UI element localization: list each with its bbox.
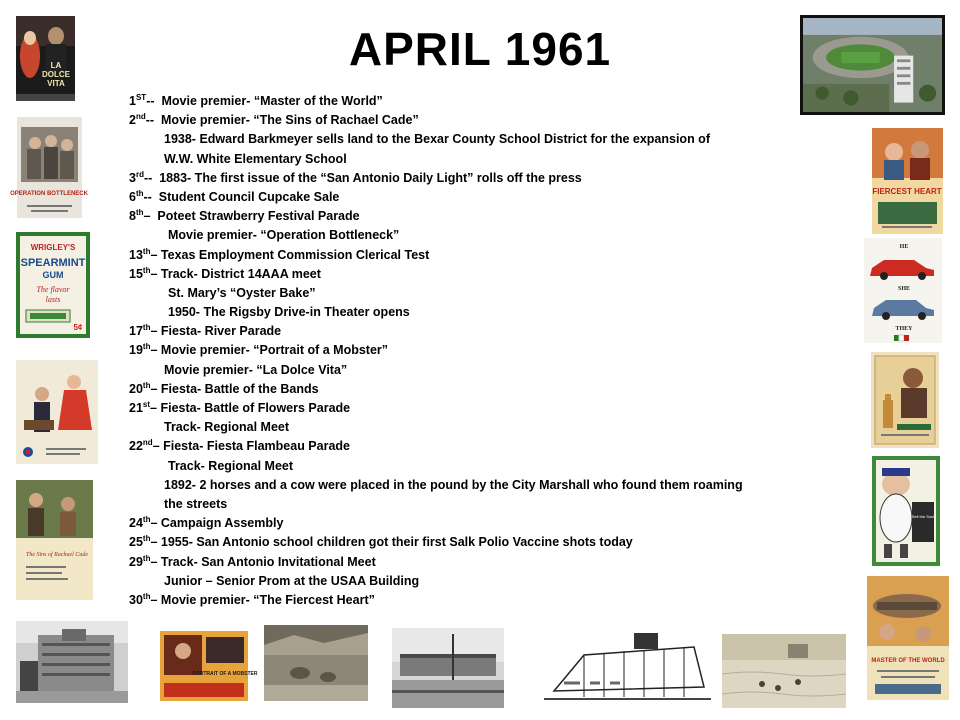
event-separator: – [152, 439, 164, 454]
bottle-ad [871, 352, 939, 448]
event-day-suffix: th [142, 265, 151, 275]
event-separator: -- [145, 113, 162, 128]
event-separator: – [150, 592, 161, 607]
dolce-vita-poster [16, 16, 75, 101]
event-text: St. Mary’s “Oyster Bake” [168, 285, 316, 300]
cartoon-sign: Sell the Soul [911, 514, 935, 519]
event-day-suffix: st [142, 399, 151, 409]
event-separator: – [143, 209, 158, 224]
car-they: THEY [895, 326, 913, 332]
mobster-title: PORTRAIT OF A MOBSTER [192, 671, 258, 677]
event-separator: – [150, 554, 161, 569]
event-day: 6 [129, 189, 136, 204]
event-day-suffix: nd [135, 112, 146, 122]
event-day: 30 [129, 592, 143, 607]
event-line [129, 437, 809, 456]
event-day: 19 [129, 343, 143, 358]
event-line [129, 246, 809, 265]
event-text: Track- District 14AAA meet [160, 266, 321, 281]
event-text: Poteet Strawberry Festival Parade [157, 209, 360, 224]
event-separator: – [150, 535, 161, 550]
event-separator: -- [146, 94, 162, 108]
event-line [129, 361, 809, 380]
event-list [129, 92, 809, 610]
event-text: Track- Regional Meet [164, 420, 290, 435]
event-day-suffix: rd [135, 169, 144, 179]
event-separator: -- [143, 189, 159, 204]
rachael-title: The Sins of Rachael Cade [26, 552, 88, 558]
event-line [129, 418, 809, 437]
event-text: 1950- The Rigsby Drive-in Theater opens [168, 305, 410, 320]
event-text: 1938- Edward Barkmeyer sells land to the Bexar County School District for the expansion of [164, 132, 710, 147]
event-line [129, 380, 809, 399]
usaa-building-photo [16, 621, 128, 703]
event-text: Fiesta- Battle of Flowers Parade [160, 401, 351, 415]
event-text: Fiesta- Battle of the Bands [160, 381, 319, 396]
event-day-suffix: nd [142, 438, 153, 448]
event-text: Movie premier- “Portrait of a Mobster” [160, 343, 389, 358]
event-text: Track- Regional Meet [168, 458, 294, 473]
event-text: Track- San Antonio Invitational Meet [160, 554, 376, 569]
event-separator: – [150, 343, 161, 358]
event-line [129, 265, 809, 284]
fiercest-title: FIERCEST HEART [872, 187, 942, 196]
event-text: Fiesta- River Parade [160, 324, 282, 339]
pepsi-ad [16, 360, 98, 464]
rachael-cade-poster [16, 480, 93, 600]
event-line [129, 207, 809, 226]
event-line [129, 341, 809, 360]
stadium-photo [800, 15, 945, 115]
event-day-suffix: th [142, 380, 151, 390]
event-day: 8 [129, 209, 136, 224]
fiercest-heart-poster [872, 128, 943, 234]
event-separator: – [150, 247, 161, 262]
event-line [129, 495, 809, 514]
event-line [129, 150, 809, 169]
flavor-line-2: lasts [45, 295, 61, 304]
event-text: 1892- 2 horses and a cow were placed in the pound by the City Marshall who found them roaming [164, 477, 743, 492]
cartoon-illustration [872, 456, 940, 566]
dolce-line-2: DOLCE [42, 70, 70, 79]
dolce-line-3: VITA [47, 79, 65, 88]
event-separator: – [150, 266, 161, 281]
event-line [129, 92, 809, 111]
event-text: Campaign Assembly [160, 516, 284, 531]
store-sketch [544, 627, 711, 707]
event-line [129, 476, 809, 495]
event-separator: – [150, 381, 161, 396]
zoo-photo [264, 625, 368, 701]
event-day: 21 [129, 401, 143, 415]
event-day: 1 [129, 94, 136, 108]
event-text: Texas Employment Commission Clerical Test [160, 247, 430, 262]
event-day-suffix: th [135, 188, 144, 198]
event-day: 24 [129, 516, 143, 531]
event-line [129, 303, 809, 322]
event-line [129, 169, 809, 188]
event-line [129, 533, 809, 552]
event-day: 17 [129, 324, 143, 339]
bottleneck-title: OPERATION BOTTLENECK [10, 191, 88, 197]
portrait-of-a-mobster-poster [160, 631, 258, 701]
event-day-suffix: th [142, 534, 151, 544]
master-title: MASTER OF THE WORLD [871, 658, 945, 664]
event-line [129, 188, 809, 207]
event-text: Movie premier- “La Dolce Vita” [164, 362, 348, 377]
event-separator: – [150, 324, 161, 339]
event-day: 13 [129, 247, 143, 262]
event-day-suffix: th [142, 591, 151, 601]
event-separator: -- [143, 170, 160, 185]
event-text: Movie premier- “Operation Bottleneck” [168, 228, 400, 243]
flavor-line-1: The flavor [36, 285, 70, 294]
event-day-suffix: th [135, 207, 144, 217]
car-he: HE [899, 244, 909, 250]
event-day-suffix: th [142, 323, 151, 333]
event-line [129, 572, 809, 591]
event-line [129, 399, 809, 418]
event-line [129, 457, 809, 476]
event-text: Movie premier- “The Fiercest Heart” [160, 592, 375, 607]
event-day-suffix: ST [135, 92, 147, 102]
flood-photo [722, 634, 846, 708]
event-day: 20 [129, 381, 143, 396]
event-separator: – [150, 516, 161, 531]
car-ad [864, 238, 942, 343]
event-day: 29 [129, 554, 143, 569]
event-day: 25 [129, 535, 143, 550]
event-line [129, 130, 809, 149]
operation-bottleneck-poster [10, 117, 88, 218]
event-line [129, 514, 809, 533]
page-title: APRIL 1961 [348, 23, 612, 75]
price-text: 5¢ [73, 323, 83, 332]
car-she: SHE [897, 286, 911, 292]
master-of-the-world-poster [867, 576, 949, 700]
spearmint-word: SPEARMINT [20, 257, 86, 269]
event-line [129, 226, 809, 245]
dolce-line-1: LA [50, 61, 62, 70]
event-line [129, 284, 809, 303]
event-day-suffix: th [142, 246, 151, 256]
event-day: 22 [129, 439, 143, 454]
event-separator: – [150, 401, 161, 415]
event-day-suffix: th [142, 342, 151, 352]
event-day: 2 [129, 113, 136, 128]
event-line [129, 111, 809, 130]
event-text: Junior – Senior Prom at the USAA Building [164, 573, 420, 588]
event-text: Fiesta- Fiesta Flambeau Parade [163, 439, 351, 454]
drive-in-theater-photo [392, 628, 504, 708]
event-text: Movie premier- “The Sins of Rachael Cade” [161, 113, 419, 128]
spearmint-ad [16, 232, 90, 338]
event-line [129, 553, 809, 572]
event-text: Student Council Cupcake Sale [158, 189, 340, 204]
event-day: 3 [129, 170, 136, 185]
event-text: the streets [164, 496, 228, 511]
event-day-suffix: th [142, 553, 151, 563]
event-text: 1955- San Antonio school children got their first Salk Polio Vaccine shots today [160, 535, 633, 550]
event-text: 1883- The first issue of the “San Antonio Daily Light” rolls off the press [159, 170, 582, 185]
event-line [129, 591, 809, 610]
event-line [129, 322, 809, 341]
wrigley-brand: WRIGLEY'S [30, 243, 76, 252]
event-day: 15 [129, 266, 143, 281]
event-text: W.W. White Elementary School [164, 151, 347, 166]
event-day-suffix: th [142, 514, 151, 524]
event-text: Movie premier- “Master of the World” [161, 94, 383, 108]
gum-word: GUM [42, 270, 64, 280]
